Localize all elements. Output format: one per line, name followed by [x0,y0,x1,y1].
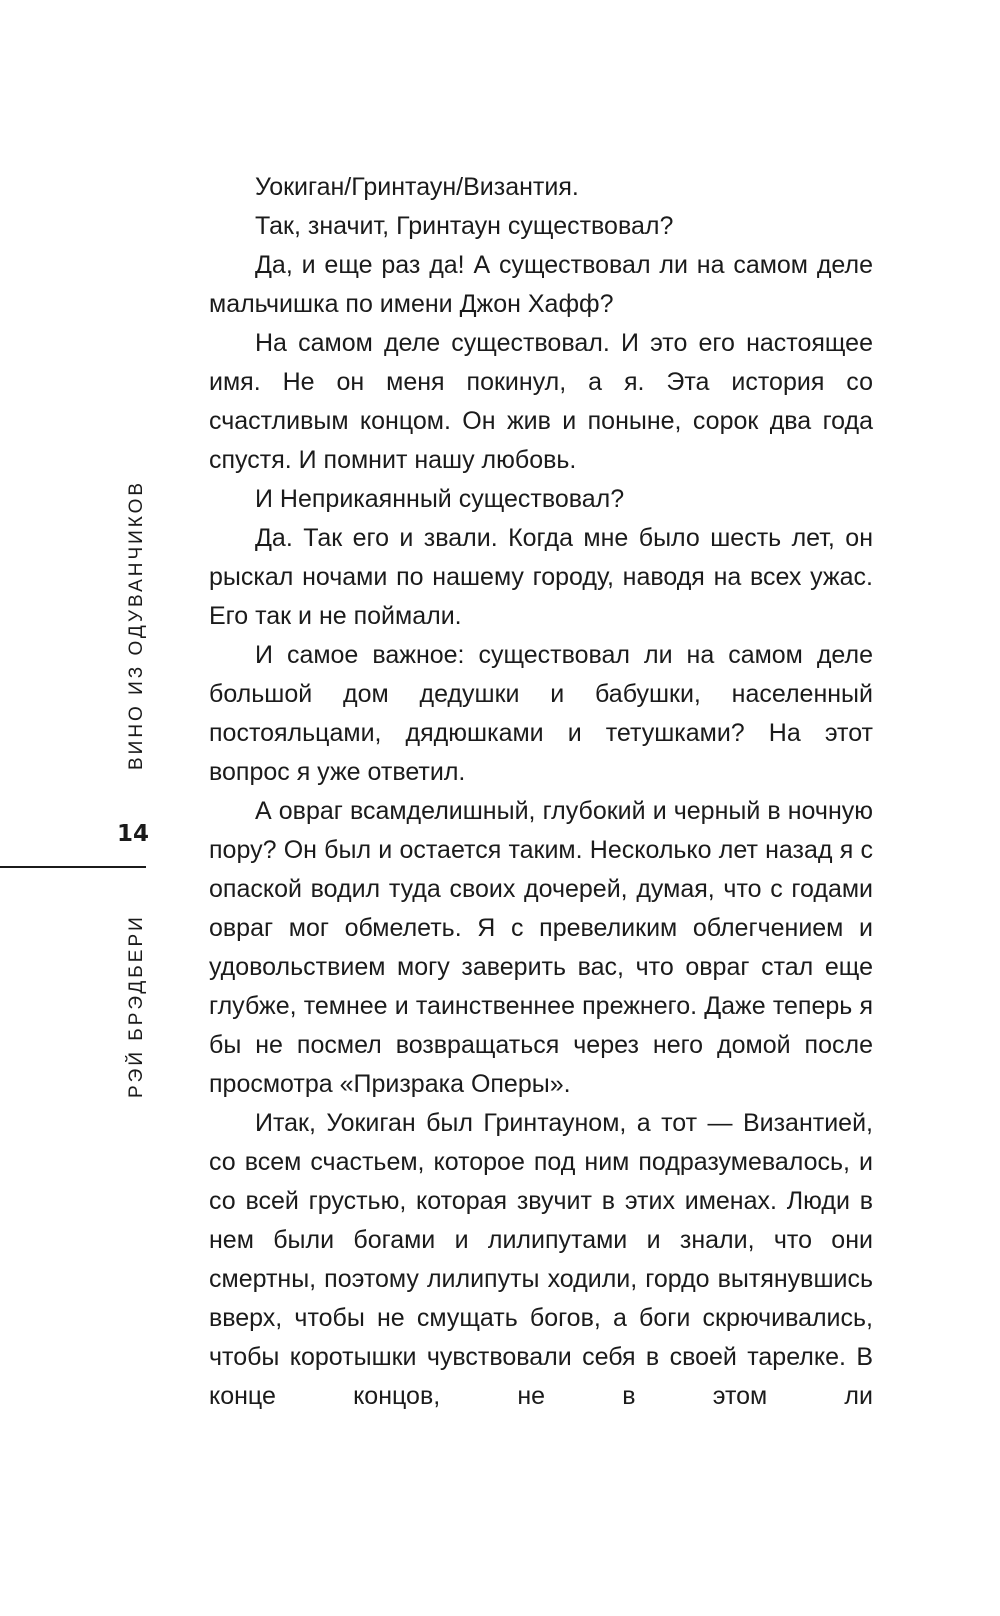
body-text [209,168,873,1416]
paragraph: И Неприкаянный существовал? [255,485,625,513]
page-number: 14 [116,821,149,847]
paragraph: Да. Так его и звали. Когда мне было шесть лет, он рыскал ночами по нашему городу, наводя на всех ужас. Его так и не поймали. [209,524,873,630]
paragraph: Уокиган/Гринтаун/Византия. [255,173,579,201]
paragraph: На самом деле существовал. И это его настоящее имя. Не он меня покинул, а я. Эта история со счастливым концом. Он жив и поныне, сорок два года спустя. И помнит нашу любовь. [209,329,873,474]
paragraph: А овраг всамделишный, глубокий и черный в ночную пору? Он был и остается таким. Несколько лет назад я с опаской водил туда своих дочерей, думая, что с годами овраг мог обмелеть. Я с превеликим облегчением и удовольствием могу заверить вас, что овраг стал еще глубже, темнее и таинственнее прежнего. Даже теперь я бы не посмел возвращаться через него домой после просмотра «Призрака Оперы». [209,797,873,1098]
running-head-author: РЭЙ БРЭДБЕРИ [126,914,147,1098]
paragraph: Итак, Уокиган был Гринтауном, а тот — Византией, со всем счастьем, которое под ним подразумевалось, и со всей грустью, которая звучит в этих именах. Люди в нем были богами и лилипутами и знали, что они смертны, поэтому лилипуты ходили, гордо вытянувшись вверх, чтобы не смущать богов, а боги скрючивались, чтобы коротышки чувствовали себя в своей тарелке. В конце концов, не в этом ли [209,1109,873,1410]
running-head-title: ВИНО ИЗ ОДУВАНЧИКОВ [126,479,147,770]
paragraph: Так, значит, Гринтаун существовал? [255,212,674,240]
paragraph: И самое важное: существовал ли на самом деле большой дом дедушки и бабушки, населенный постояльцами, дядюшками и тетушками? На этот вопрос я уже ответил. [209,641,873,786]
paragraph: Да, и еще раз да! А существовал ли на самом деле мальчишка по имени Джон Хафф? [209,251,873,318]
folio-rule [0,866,146,868]
